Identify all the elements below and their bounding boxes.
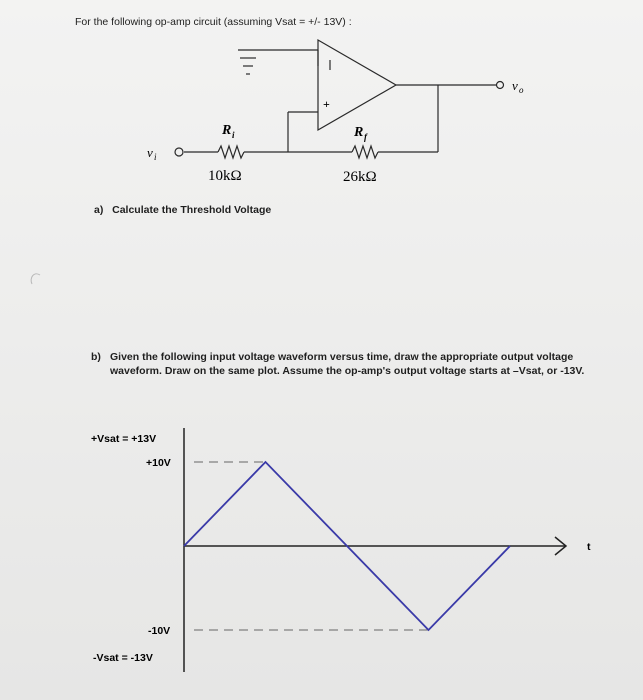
ri-label: R [222,123,232,138]
problem-title: For the following op-amp circuit (assuming Vsat = +/- 13V) : [75,16,352,28]
question-a-text: Calculate the Threshold Voltage [112,204,272,216]
output-terminal [497,82,504,89]
ri-resistor [218,146,244,158]
output-voltage-label: v [512,78,518,93]
question-b-number: b) [91,351,101,363]
op-amp-circuit [0,0,643,200]
pos-sat-label: +Vsat = +13V [91,433,157,445]
op-amp-triangle [318,40,396,130]
rf-label: R [354,125,364,140]
question-a-number: a) [94,204,104,216]
rf-subscript: f [364,132,367,142]
input-voltage-label: v [147,145,153,160]
question-a [94,203,271,217]
ri-subscript: i [232,130,235,140]
neg-ref-label: -10V [148,625,171,637]
waveform-chart [0,420,643,700]
input-voltage-subscript: i [154,152,157,162]
plus-sign: + [323,97,330,111]
neg-sat-label: -Vsat = -13V [93,652,153,664]
pos-ref-label: +10V [146,457,171,469]
rf-value: 26kΩ [343,169,377,185]
time-axis-label: t [587,541,591,553]
ri-value: 10kΩ [208,168,242,184]
input-terminal [175,148,183,156]
rf-resistor [352,146,378,158]
output-voltage-subscript: o [519,85,524,95]
question-b-text: Given the following input voltage waveform versus time, draw the appropriate output voltage waveform. Draw on the same plot. Assume the op-amp's output voltage starts at –Vsat, or -13V. [110,351,585,377]
pen-mark-icon [28,272,42,286]
